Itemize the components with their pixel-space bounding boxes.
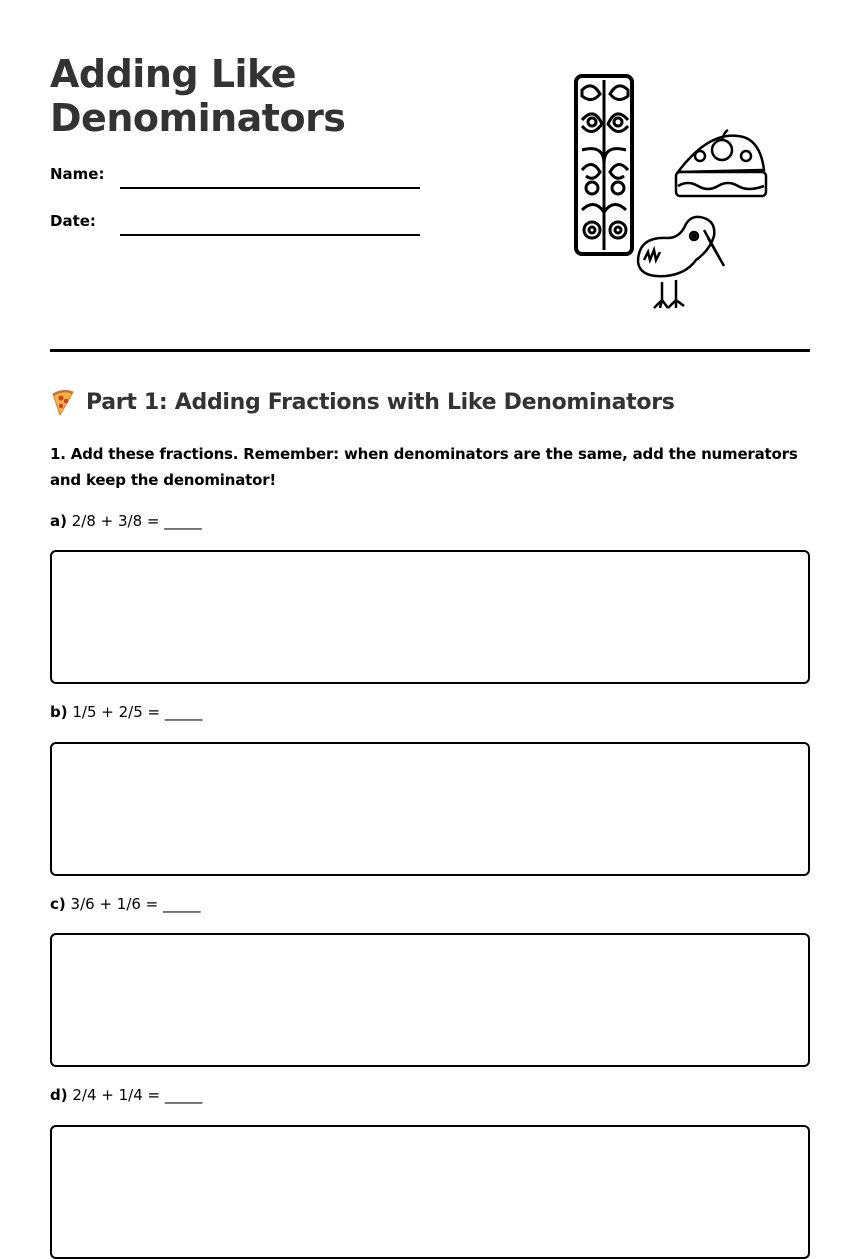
section-title-text: Part 1: Adding Fractions with Like Denominators (86, 389, 675, 415)
question-expression: 2/4 + 1/4 = _____ (72, 1086, 203, 1104)
name-line[interactable] (120, 187, 420, 189)
date-line[interactable] (120, 234, 420, 236)
question-b (50, 703, 202, 721)
section-title (50, 388, 675, 416)
title-line-2: Denominators (50, 96, 346, 140)
question-d (50, 1086, 202, 1104)
date-label: Date: (50, 212, 96, 230)
header-divider (50, 349, 810, 352)
worksheet-title (50, 52, 345, 140)
title-line-1: Adding Like (50, 52, 297, 96)
name-field (50, 165, 120, 183)
instruction-text: 1. Add these fractions. Remember: when denominators are the same, add the numerators and keep the denominator! (50, 445, 798, 489)
answer-box-c[interactable] (50, 933, 810, 1067)
illustration (566, 70, 786, 315)
question-expression: 2/8 + 3/8 = _____ (71, 512, 202, 530)
question-c (50, 895, 201, 913)
question-letter: a) (50, 512, 67, 530)
kiwi-bird-icon (638, 217, 724, 308)
answer-box-a[interactable] (50, 550, 810, 684)
pizza-icon (50, 388, 76, 416)
question-expression: 1/5 + 2/5 = _____ (72, 703, 203, 721)
cake-slice-icon (676, 130, 766, 196)
answer-box-d[interactable] (50, 1125, 810, 1259)
question-letter: d) (50, 1086, 68, 1104)
answer-box-b[interactable] (50, 742, 810, 876)
date-field (50, 212, 120, 230)
carved-pou-totem-icon (576, 76, 632, 254)
question-a (50, 512, 202, 530)
name-label: Name: (50, 165, 105, 183)
question-letter: c) (50, 895, 66, 913)
question-expression: 3/6 + 1/6 = _____ (70, 895, 201, 913)
question-letter: b) (50, 703, 68, 721)
